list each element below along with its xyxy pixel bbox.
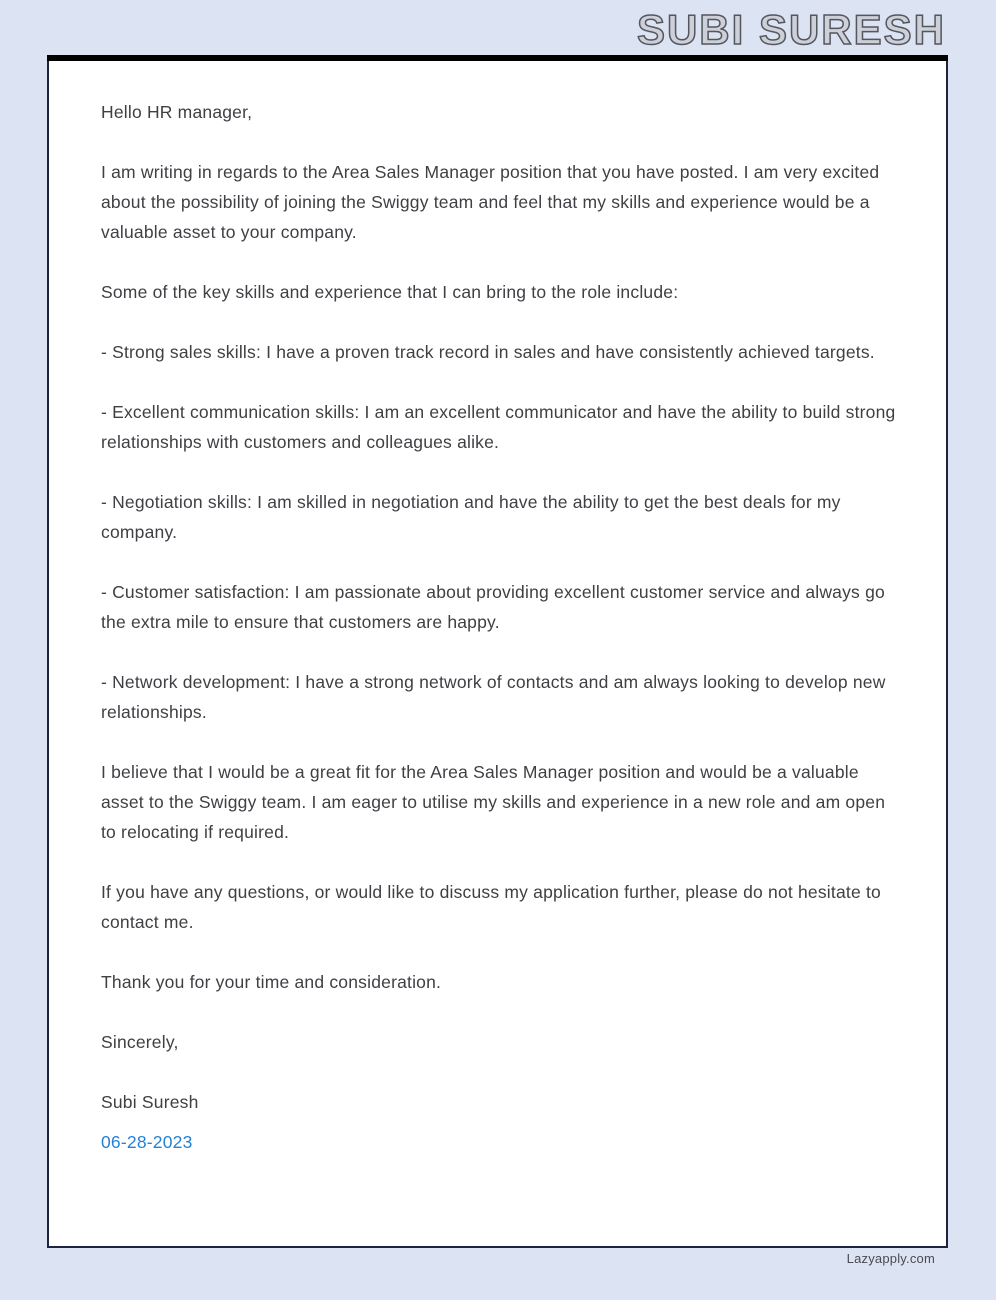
skill-item-network: - Network development: I have a strong network of contacts and am always looking to develop new relationships. bbox=[101, 672, 886, 722]
signature-name: Subi Suresh bbox=[101, 1092, 199, 1112]
paragraph-skills-lead: Some of the key skills and experience that I can bring to the role include: bbox=[101, 282, 679, 302]
skill-item-communication: - Excellent communication skills: I am an excellent communicator and have the ability to build strong relationships with customers and colleagues alike. bbox=[101, 402, 896, 452]
skill-item-negotiation: - Negotiation skills: I am skilled in negotiation and have the ability to get the best deals for my company. bbox=[101, 492, 841, 542]
lazyapply-branding: Lazyapply.com bbox=[846, 1251, 935, 1266]
letter-date: 06-28-2023 bbox=[101, 1132, 193, 1152]
paragraph-questions: If you have any questions, or would like to discuss my application further, please do not hesitate to contact me. bbox=[101, 882, 881, 932]
paragraph-thanks: Thank you for your time and consideration. bbox=[101, 972, 442, 992]
skill-item-sales: - Strong sales skills: I have a proven track record in sales and have consistently achieved targets. bbox=[101, 342, 875, 362]
greeting: Hello HR manager, bbox=[101, 102, 253, 122]
skill-item-customer-satisfaction: - Customer satisfaction: I am passionate about providing excellent customer service and always go the extra mile to ensure that customers are happy. bbox=[101, 582, 885, 632]
letter-body bbox=[47, 61, 948, 1248]
signoff: Sincerely, bbox=[101, 1032, 179, 1052]
applicant-name-header: SUBI SURESH bbox=[636, 6, 946, 53]
paragraph-fit: I believe that I would be a great fit for the Area Sales Manager position and would be a valuable asset to the Swiggy team. I am eager to utilise my skills and experience in a new role and am open to relocating if required. bbox=[101, 762, 886, 842]
paragraph-intro: I am writing in regards to the Area Sales Manager position that you have posted. I am very excited about the possibility of joining the Swiggy team and feel that my skills and experience would be a valuable asset to your company. bbox=[101, 162, 880, 242]
